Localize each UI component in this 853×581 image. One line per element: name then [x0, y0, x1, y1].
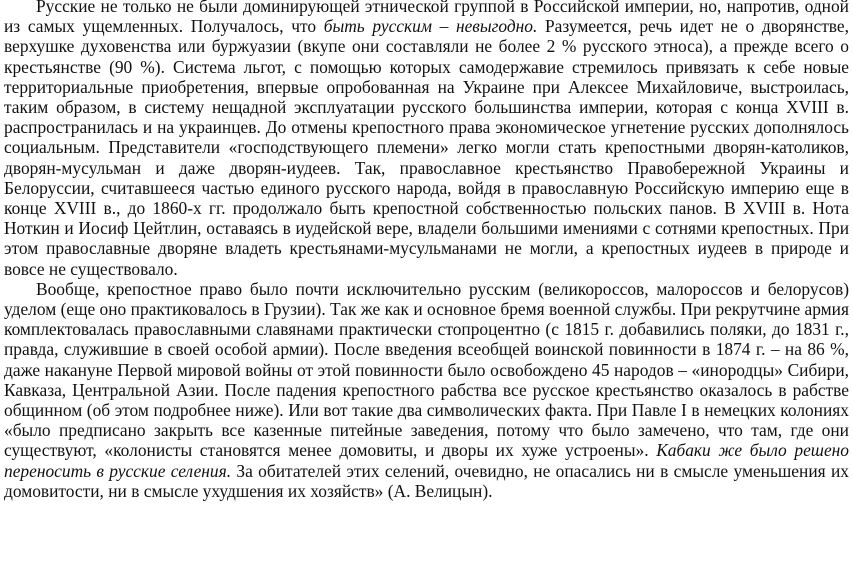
paragraph-2-italic-emphasis: Кабаки же было решено переносить в русские селения. — [4, 440, 849, 481]
paragraph-1-text-1: Русские не только не были доминирующей этнической группой в Российской империи, но, напротив, одной из самых ущемленных. Получалось, что — [4, 0, 849, 37]
paragraph-2 — [4, 279, 849, 501]
paragraph-2-text-1: Вообще, крепостное право было почти исключительно русским (великороссов, малороссов и белорусов) уделом (еще оно практиковалось в Грузии). Так же как и основное бремя военной службы. При рекрутчине армия комплектовалась православными славянами практически стопроцентно (с 1815 г. добавились поляки, до 1831 г., правда, служившие в своей особой армии). После введения всеобщей воинской повинности в 1874 г. – на 86 %, даже накануне Первой мировой войны от этой повинности было освобождено 45 народов – «инородцы» Сибири, Кавказа, Центральной Азии. После падения крепостного рабства все русское крестьянство оказалось в рабстве общинном (об этом подробнее ниже). Или вот такие два символических факта. При Павле I в немецких колониях «было предписано закрыть все казенные питейные заведения, потому что было замечено, что там, где они существуют, «колонисты становятся менее домовиты, и дворы их хуже устроены». — [4, 278, 849, 461]
paragraph-1-italic-emphasis: быть русским – невыгодно. — [323, 16, 538, 37]
paragraph-2-text-2: За обитателей этих селений, очевидно, не опасались ни в смысле уменьшения их домовитости, ни в смысле ухудшения их хозяйств» (А. Велицын). — [4, 460, 849, 501]
paragraph-1 — [4, 0, 849, 279]
paragraph-1-text-2: Разумеется, речь идет не о дворянстве, верхушке духовенства или буржуазии (вкупе они составляли не более 2 % русского этноса), а прежде всего о крестьянстве (90 %). Система льгот, с помощью которых самодержавие стремилось привязать к себе новые территориальные приобретения, впервые опробованная на Украине при Алексее Михайловиче, выстроилась, таким образом, в систему нещадной эксплуатации русского большинства империи, которая с конца XVIII в. распространилась и на украинцев. До отмены крепостного права экономическое угнетение русских дополнялось социальным. Представители «господствующего племени» легко могли стать крепостными дворян-католиков, дворян-мусульман и даже дворян-иудеев. Так, православное крестьянство Правобережной Украины и Белоруссии, считавшееся частью единого русского народа, войдя в православную Российскую империю еще в конце XVIII в., до 1860-х гг. продолжало быть крепостной собственностью польских панов. В XVIII в. Нота Ноткин и Иосиф Цейтлин, оставаясь в иудейской вере, владели большими имениями с сотнями крепостных. При этом православные дворяне владеть крестьянами-мусульманами не могли, а крепостных иудеев в природе и вовсе не существовало. — [4, 16, 849, 279]
